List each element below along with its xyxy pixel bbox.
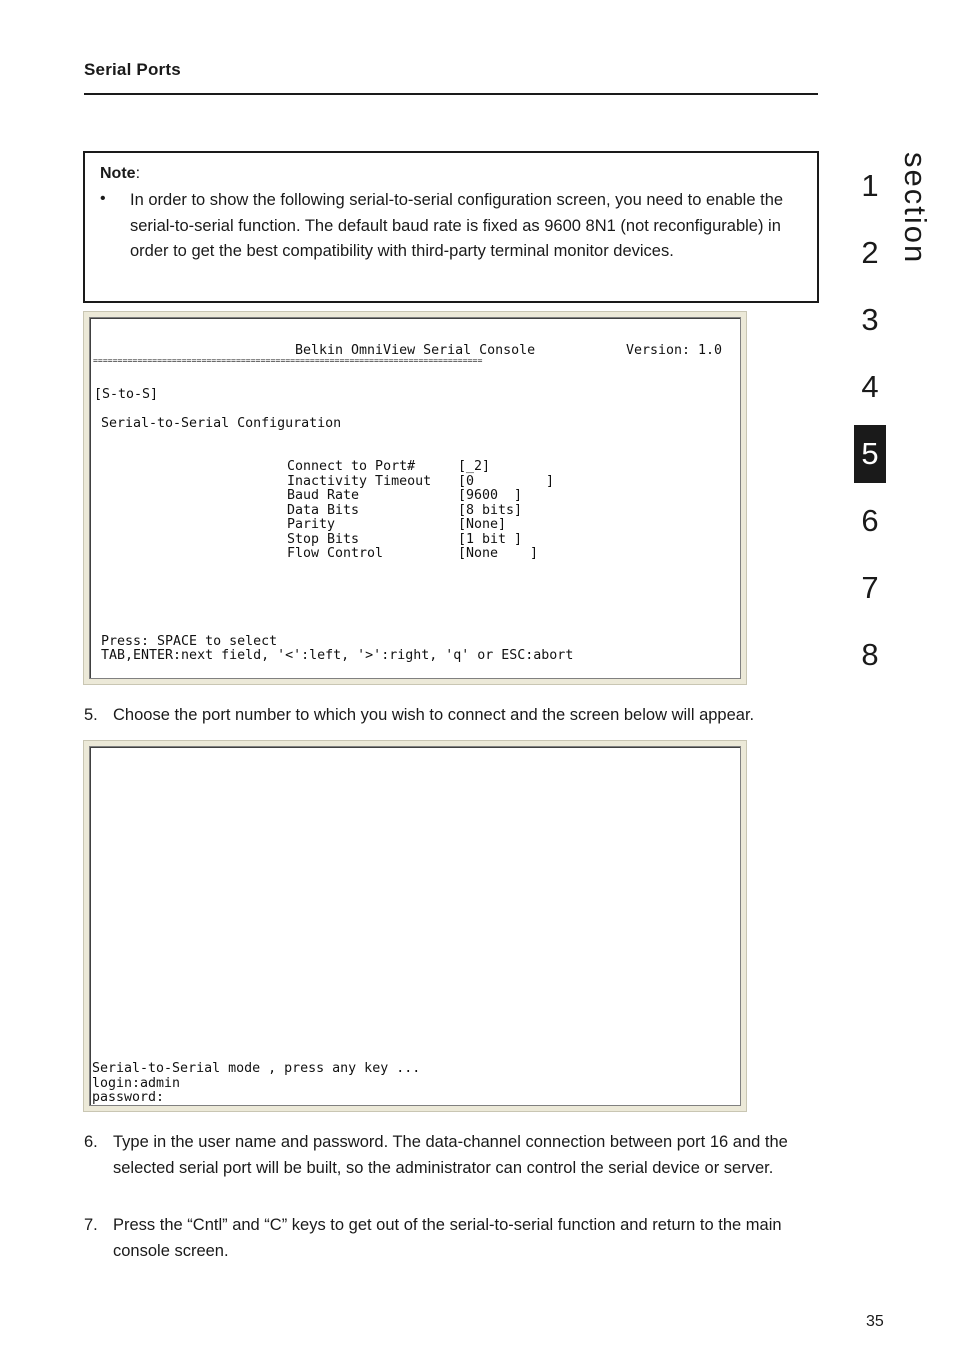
console-title: Belkin OmniView Serial Console (295, 343, 536, 358)
login-screen (83, 740, 747, 1112)
section-tab-4[interactable]: 4 (861, 369, 879, 404)
console-version: Version: 1.0 (626, 343, 723, 358)
login-screen-display (89, 746, 741, 1106)
field-value-stop-bits[interactable]: [1 bit ] (458, 532, 523, 547)
section-tab-5-active[interactable]: 5 (854, 425, 886, 483)
section-tab-2[interactable]: 2 (861, 235, 879, 270)
section-tab-1[interactable]: 1 (861, 168, 879, 203)
section-label: section (898, 152, 933, 265)
console-rule: =============================================================================== (93, 355, 483, 365)
note-bullet: • (100, 190, 106, 207)
field-value-data-bits[interactable]: [8 bits] (458, 503, 523, 518)
step-text: Press the “Cntl” and “C” keys to get out of the serial-to-serial function and return to the main console screen. (113, 1216, 782, 1260)
page-header-title: Serial Ports (84, 60, 181, 79)
console-heading: Serial-to-Serial Configuration (101, 416, 342, 431)
field-label-parity: Parity (287, 517, 336, 532)
field-value-parity[interactable]: [None] (458, 517, 507, 532)
section-tab-6[interactable]: 6 (861, 503, 879, 538)
login-password-line[interactable]: password: (92, 1090, 165, 1105)
step-text: Type in the user name and password. The data-channel connection between port 16 and the selected serial port will be built, so the administrator can control the serial device or server. (113, 1133, 788, 1177)
note-box (83, 151, 819, 303)
field-label-inactivity-timeout: Inactivity Timeout (287, 474, 432, 489)
step-number: 6. (84, 1133, 98, 1151)
step-number: 5. (84, 706, 98, 724)
field-value-baud-rate[interactable]: [9600 ] (458, 488, 523, 503)
field-value-connect-port[interactable]: [_2] (458, 459, 491, 474)
step-text: Choose the port number to which you wish to connect and the screen below will appear. (113, 706, 755, 724)
page-number: 35 (866, 1313, 884, 1330)
field-value-inactivity-timeout[interactable]: [0 ] (458, 474, 555, 489)
field-value-flow-control[interactable]: [None ] (458, 546, 539, 561)
note-label: Note: (100, 165, 141, 182)
field-label-flow-control: Flow Control (287, 546, 384, 561)
console-mode: [S-to-S] (94, 387, 159, 402)
field-label-data-bits: Data Bits (287, 503, 360, 518)
config-screen-display (89, 317, 741, 679)
login-username-line[interactable]: login:admin (92, 1076, 181, 1091)
section-tab-8[interactable]: 8 (861, 637, 879, 672)
section-tab-7[interactable]: 7 (861, 570, 879, 605)
header-rule (84, 93, 818, 95)
login-mode-line: Serial-to-Serial mode , press any key ... (92, 1061, 421, 1076)
field-label-stop-bits: Stop Bits (287, 532, 360, 547)
field-label-connect-port: Connect to Port# (287, 459, 416, 474)
step-number: 7. (84, 1216, 98, 1234)
field-label-baud-rate: Baud Rate (287, 488, 360, 503)
console-help-line-2: TAB,ENTER:next field, '<':left, '>':right, 'q' or ESC:abort (101, 648, 574, 663)
config-screen (83, 311, 747, 685)
note-text: In order to show the following serial-to-serial configuration screen, you need to enable the serial-to-serial function. The default baud rate is fixed as 9600 8N1 (not reconfigurable) in order to get the best compatibility with third-party terminal monitor devices. (130, 191, 784, 260)
section-tab-3[interactable]: 3 (861, 302, 879, 337)
console-help-line-1: Press: SPACE to select (101, 634, 278, 649)
